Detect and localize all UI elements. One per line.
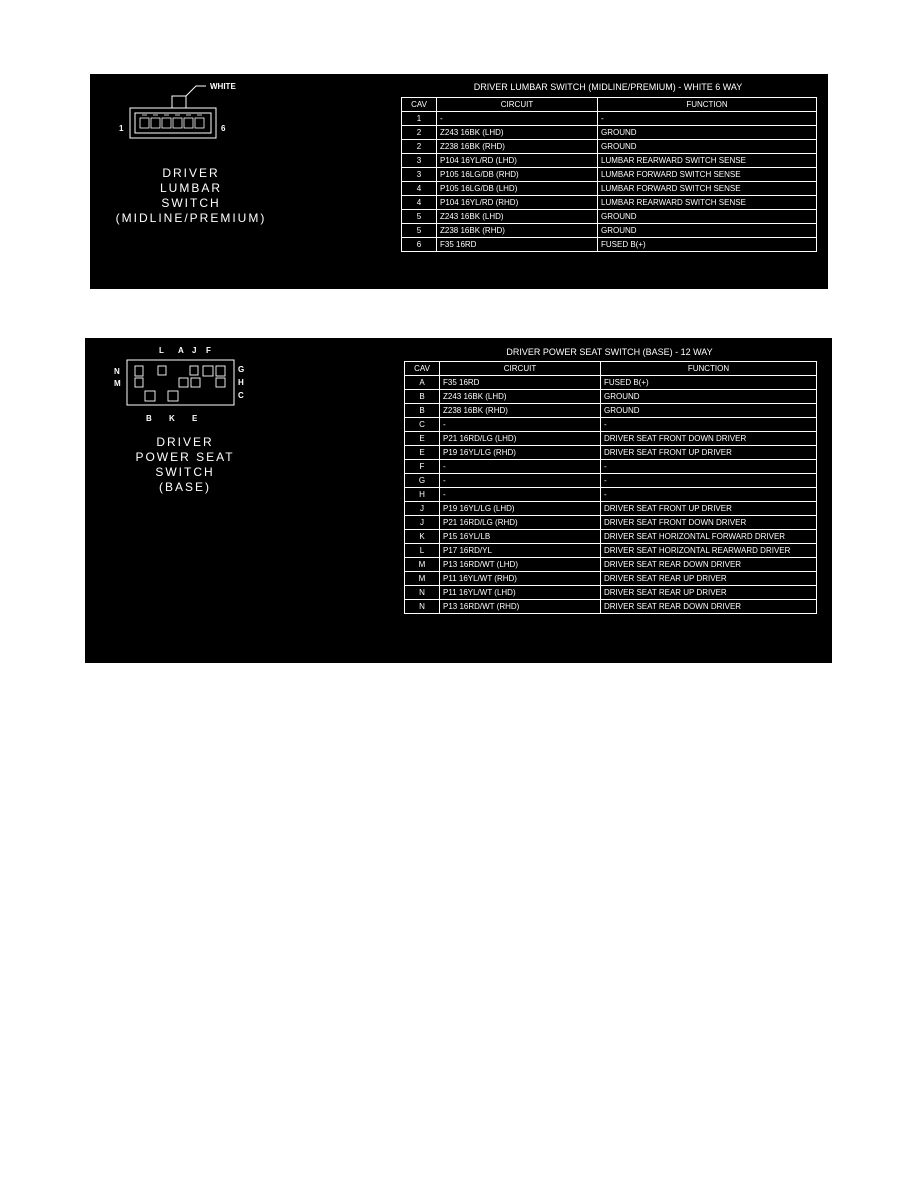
cell-function: GROUND	[598, 140, 817, 154]
pin-label-bottom: B	[146, 414, 152, 423]
cell-circuit: P11 16YL/WT (RHD)	[440, 572, 601, 586]
cell-circuit: Z243 16BK (LHD)	[437, 126, 598, 140]
cell-circuit: P21 16RD/LG (LHD)	[440, 432, 601, 446]
cell-function: -	[601, 418, 817, 432]
header-cav: CAV	[405, 362, 440, 376]
cell-function: GROUND	[601, 404, 817, 418]
cell-function: DRIVER SEAT FRONT DOWN DRIVER	[601, 432, 817, 446]
table-row	[402, 238, 817, 252]
table-row	[402, 196, 817, 210]
pin-label-bottom: E	[192, 414, 198, 423]
header-function: FUNCTION	[598, 98, 817, 112]
cell-cav: E	[405, 432, 440, 446]
cell-cav: A	[405, 376, 440, 390]
table-header-row	[405, 362, 817, 376]
table-row	[405, 572, 817, 586]
pinout-table	[401, 97, 817, 252]
cell-circuit: -	[440, 488, 601, 502]
table-row	[405, 404, 817, 418]
cell-cav: 5	[402, 224, 437, 238]
cell-cav: 1	[402, 112, 437, 126]
cell-function: GROUND	[598, 224, 817, 238]
pin-label-top: A	[178, 346, 184, 355]
connector-label	[106, 166, 276, 226]
cell-circuit: P17 16RD/YL	[440, 544, 601, 558]
pin-label-right: G	[238, 365, 245, 374]
connector-label-line: SWITCH	[161, 196, 221, 210]
cell-function: DRIVER SEAT REAR DOWN DRIVER	[601, 558, 817, 572]
table-row	[405, 376, 817, 390]
cell-cav: K	[405, 530, 440, 544]
cell-circuit: F35 16RD	[437, 238, 598, 252]
table-row	[405, 516, 817, 530]
cell-cav: 4	[402, 182, 437, 196]
table-row	[405, 488, 817, 502]
cell-cav: 5	[402, 210, 437, 224]
cell-circuit: Z238 16BK (RHD)	[437, 224, 598, 238]
lumbar-switch-panel	[90, 74, 828, 289]
connector-label	[125, 435, 245, 495]
pin-label-left: 1	[119, 124, 124, 133]
cell-function: -	[598, 112, 817, 126]
cell-function: DRIVER SEAT REAR UP DRIVER	[601, 586, 817, 600]
table-row	[405, 530, 817, 544]
pin-label-right: H	[238, 378, 244, 387]
connector-label-line: (BASE)	[158, 480, 211, 494]
pin-label-top: F	[206, 346, 211, 355]
cell-function: LUMBAR REARWARD SWITCH SENSE	[598, 196, 817, 210]
cell-function: FUSED B(+)	[598, 238, 817, 252]
cell-cav: L	[405, 544, 440, 558]
cell-circuit: P104 16YL/RD (LHD)	[437, 154, 598, 168]
power-seat-switch-panel	[85, 338, 832, 663]
table-row	[405, 502, 817, 516]
cell-circuit: -	[437, 112, 598, 126]
cell-circuit: Z238 16BK (RHD)	[437, 140, 598, 154]
pin-label-bottom: K	[169, 414, 175, 423]
cell-function: LUMBAR REARWARD SWITCH SENSE	[598, 154, 817, 168]
cell-cav: M	[405, 572, 440, 586]
cell-function: DRIVER SEAT FRONT UP DRIVER	[601, 446, 817, 460]
cell-cav: C	[405, 418, 440, 432]
cell-cav: 2	[402, 126, 437, 140]
table-row	[405, 600, 817, 614]
table-row	[405, 586, 817, 600]
cell-cav: N	[405, 600, 440, 614]
pin-label-right: 6	[221, 124, 226, 133]
cell-function: DRIVER SEAT HORIZONTAL FORWARD DRIVER	[601, 530, 817, 544]
cell-cav: 6	[402, 238, 437, 252]
connector-label-line: (MIDLINE/PREMIUM)	[115, 211, 267, 225]
cell-circuit: P13 16RD/WT (LHD)	[440, 558, 601, 572]
cell-circuit: P104 16YL/RD (RHD)	[437, 196, 598, 210]
pin-label-top: L	[159, 346, 164, 355]
table-row	[402, 210, 817, 224]
pin-label-left: M	[114, 379, 121, 388]
connector-label-line: POWER SEAT	[135, 450, 235, 464]
cell-function: FUSED B(+)	[601, 376, 817, 390]
table-row	[402, 182, 817, 196]
table-row	[405, 460, 817, 474]
cell-circuit: P13 16RD/WT (RHD)	[440, 600, 601, 614]
cell-function: DRIVER SEAT REAR DOWN DRIVER	[601, 600, 817, 614]
header-cav: CAV	[402, 98, 437, 112]
pin-label-left: N	[114, 367, 120, 376]
table-title: DRIVER POWER SEAT SWITCH (BASE) - 12 WAY	[506, 347, 713, 357]
table-row	[405, 544, 817, 558]
cell-cav: H	[405, 488, 440, 502]
cell-circuit: P105 16LG/DB (RHD)	[437, 168, 598, 182]
table-row	[402, 126, 817, 140]
cell-cav: F	[405, 460, 440, 474]
table-row	[402, 224, 817, 238]
header-circuit: CIRCUIT	[437, 98, 598, 112]
cell-cav: B	[405, 390, 440, 404]
cell-cav: E	[405, 446, 440, 460]
connector-label-line: LUMBAR	[159, 181, 222, 195]
cell-function: LUMBAR FORWARD SWITCH SENSE	[598, 182, 817, 196]
cell-circuit: -	[440, 474, 601, 488]
cell-circuit: P19 16YL/LG (LHD)	[440, 502, 601, 516]
cell-function: -	[601, 460, 817, 474]
connector-label-line: DRIVER	[162, 166, 220, 180]
header-function: FUNCTION	[601, 362, 817, 376]
cell-cav: N	[405, 586, 440, 600]
cell-function: LUMBAR FORWARD SWITCH SENSE	[598, 168, 817, 182]
connector-label-line: SWITCH	[155, 465, 215, 479]
cell-function: DRIVER SEAT REAR UP DRIVER	[601, 572, 817, 586]
connector-color-callout: WHITE	[210, 82, 236, 91]
table-row	[402, 140, 817, 154]
table-row	[405, 390, 817, 404]
table-row	[402, 154, 817, 168]
table-row	[405, 474, 817, 488]
cell-circuit: P15 16YL/LB	[440, 530, 601, 544]
pin-label-top: J	[192, 346, 197, 355]
cell-function: -	[601, 488, 817, 502]
table-row	[402, 112, 817, 126]
table-row	[405, 432, 817, 446]
table-title: DRIVER LUMBAR SWITCH (MIDLINE/PREMIUM) - WHITE 6 WAY	[473, 82, 743, 92]
cell-circuit: F35 16RD	[440, 376, 601, 390]
pin-label-right: C	[238, 391, 244, 400]
connector-label-line: DRIVER	[156, 435, 214, 449]
cell-cav: J	[405, 502, 440, 516]
cell-cav: 2	[402, 140, 437, 154]
cell-circuit: -	[440, 460, 601, 474]
cell-cav: G	[405, 474, 440, 488]
table-header-row	[402, 98, 817, 112]
table-row	[405, 446, 817, 460]
cell-function: GROUND	[598, 126, 817, 140]
cell-circuit: Z243 16BK (LHD)	[440, 390, 601, 404]
cell-circuit: P21 16RD/LG (RHD)	[440, 516, 601, 530]
cell-cav: 3	[402, 168, 437, 182]
cell-circuit: Z243 16BK (LHD)	[437, 210, 598, 224]
cell-circuit: P105 16LG/DB (LHD)	[437, 182, 598, 196]
pinout-table	[404, 361, 817, 614]
cell-circuit: P19 16YL/LG (RHD)	[440, 446, 601, 460]
table-row	[405, 418, 817, 432]
cell-function: -	[601, 474, 817, 488]
table-row	[402, 168, 817, 182]
cell-circuit: Z238 16BK (RHD)	[440, 404, 601, 418]
cell-circuit: -	[440, 418, 601, 432]
cell-cav: B	[405, 404, 440, 418]
cell-cav: M	[405, 558, 440, 572]
cell-circuit: P11 16YL/WT (LHD)	[440, 586, 601, 600]
cell-function: DRIVER SEAT FRONT DOWN DRIVER	[601, 516, 817, 530]
cell-cav: J	[405, 516, 440, 530]
table-row	[405, 558, 817, 572]
cell-function: DRIVER SEAT HORIZONTAL REARWARD DRIVER	[601, 544, 817, 558]
cell-function: GROUND	[598, 210, 817, 224]
cell-function: GROUND	[601, 390, 817, 404]
header-circuit: CIRCUIT	[440, 362, 601, 376]
cell-cav: 3	[402, 154, 437, 168]
cell-cav: 4	[402, 196, 437, 210]
cell-function: DRIVER SEAT FRONT UP DRIVER	[601, 502, 817, 516]
